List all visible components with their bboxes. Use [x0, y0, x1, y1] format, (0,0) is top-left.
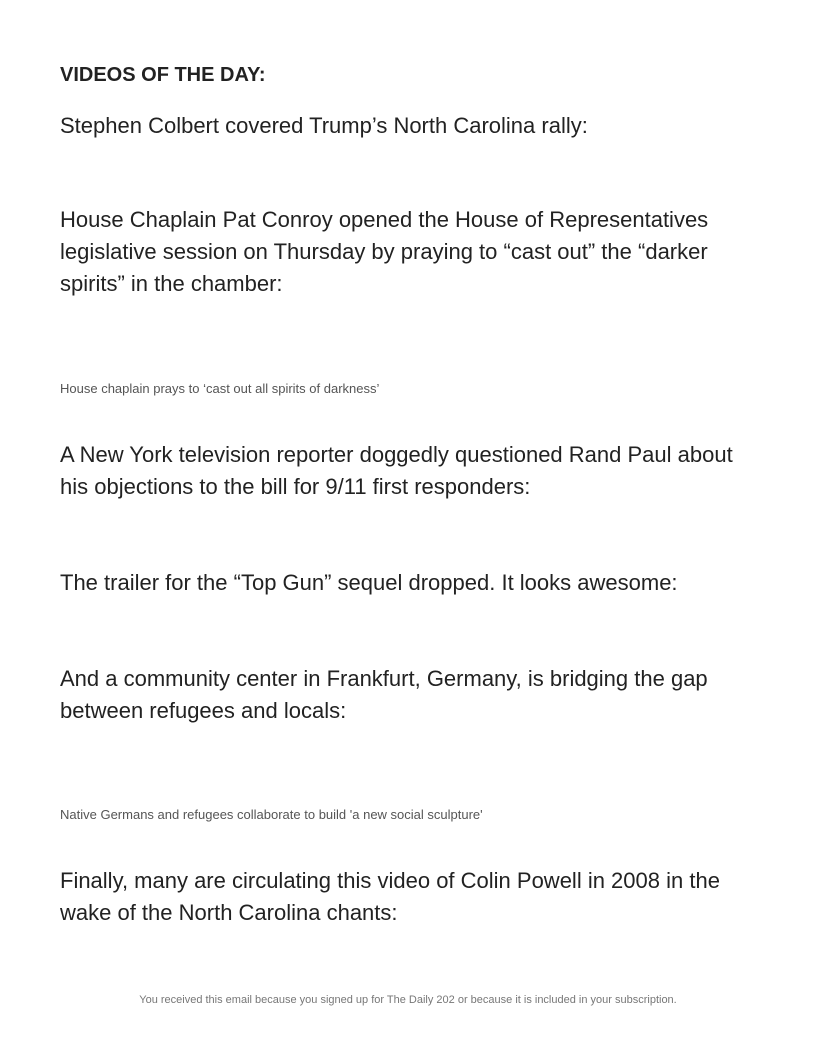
- video-intro-house-chaplain: House Chaplain Pat Conroy opened the House of Representatives legislative session on Thursday by praying to “cast out” the “darker spirits” in the chamber:: [60, 207, 709, 296]
- video-caption-house-chaplain[interactable]: House chaplain prays to ‘cast out all spirits of darkness’: [60, 381, 380, 396]
- section-heading: VIDEOS OF THE DAY:: [60, 64, 266, 86]
- video-intro-frankfurt: And a community center in Frankfurt, Germany, is bridging the gap between refugees and locals:: [60, 666, 708, 723]
- video-intro-colbert: Stephen Colbert covered Trump’s North Carolina rally:: [60, 113, 588, 138]
- subscription-footer: You received this email because you signed up for The Daily 202 or because it is included in your subscription.: [139, 994, 677, 1006]
- video-intro-top-gun: The trailer for the “Top Gun” sequel dropped. It looks awesome:: [60, 570, 678, 595]
- video-caption-frankfurt[interactable]: Native Germans and refugees collaborate to build 'a new social sculpture': [60, 807, 483, 822]
- video-intro-rand-paul: A New York television reporter doggedly questioned Rand Paul about his objections to the bill for 9/11 first responders:: [60, 442, 733, 499]
- video-intro-colin-powell: Finally, many are circulating this video of Colin Powell in 2008 in the wake of the North Carolina chants:: [60, 868, 720, 925]
